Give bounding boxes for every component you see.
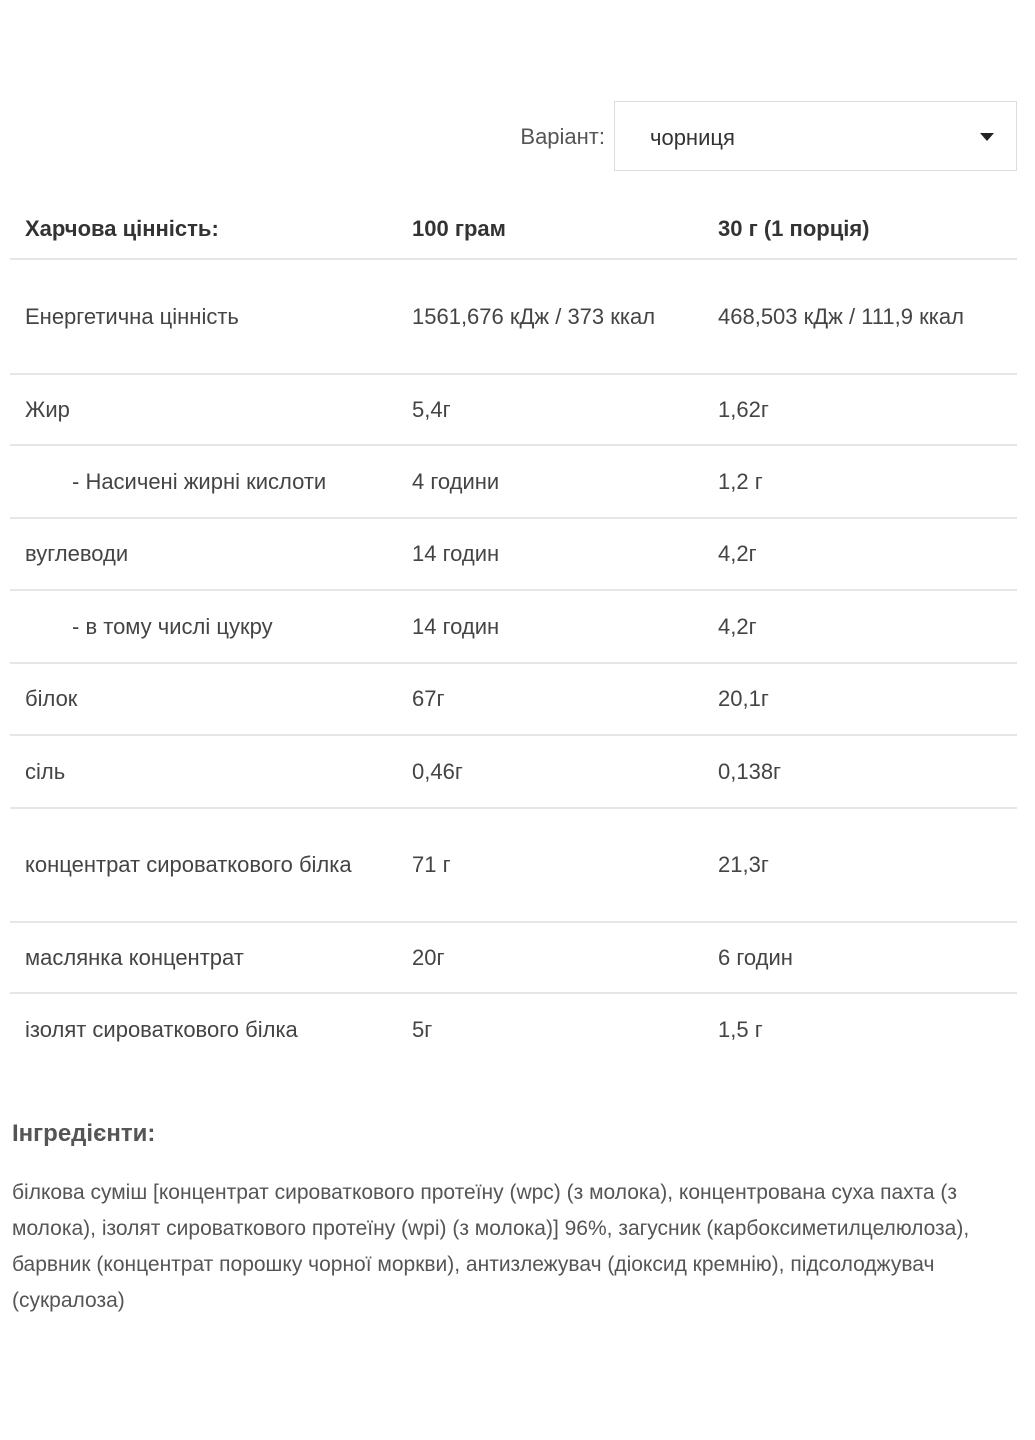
value-per-serving: 1,62г — [718, 396, 769, 422]
value-per-100g: 14 годин — [412, 541, 500, 566]
value-per-serving: 1,5 г — [718, 1017, 763, 1042]
value-per-100g: 5,4г — [412, 396, 451, 422]
table-row — [10, 375, 1017, 446]
value-per-serving: 6 годин — [718, 944, 793, 970]
table-row — [10, 664, 1017, 736]
nutrient-name: Енергетична цінність — [25, 303, 239, 329]
ingredients-title: Інгредієнти: — [12, 1120, 156, 1147]
table-row — [10, 260, 1017, 375]
variant-selected-value: чорниця — [650, 125, 735, 150]
value-per-100g: 71 г — [412, 852, 451, 877]
value-per-100g: 67г — [412, 686, 445, 711]
value-per-serving: 468,503 кДж / 111,9 ккал — [718, 303, 964, 329]
variant-select[interactable] — [614, 101, 1017, 171]
value-per-serving: 20,1г — [718, 686, 769, 711]
header-per-100g: 100 грам — [412, 216, 506, 241]
table-row — [10, 591, 1017, 664]
table-row — [10, 519, 1017, 591]
table-row — [10, 446, 1017, 519]
value-per-serving: 4,2г — [718, 541, 757, 566]
nutrient-name: сіль — [25, 758, 66, 784]
table-row — [10, 809, 1017, 923]
value-per-serving: 21,3г — [718, 852, 769, 877]
header-per-serving: 30 г (1 порція) — [718, 216, 870, 241]
table-row — [10, 736, 1017, 809]
value-per-100g: 0,46г — [412, 758, 463, 784]
nutrient-name: Жир — [25, 396, 70, 422]
value-per-serving: 1,2 г — [718, 468, 763, 494]
nutrient-name: - Насичені жирні кислоти — [72, 468, 327, 494]
table-row — [10, 994, 1017, 1066]
nutrition-table — [10, 200, 1017, 1066]
nutrition-table-body — [10, 260, 1017, 1066]
nutrition-table-header — [10, 200, 1017, 260]
value-per-100g: 20г — [412, 944, 445, 970]
nutrient-name: маслянка концентрат — [25, 944, 244, 970]
nutrient-name: вуглеводи — [25, 541, 129, 566]
table-row — [10, 923, 1017, 994]
value-per-100g: 4 години — [412, 468, 500, 494]
variant-row — [0, 101, 1035, 171]
nutrient-name: - в тому числі цукру — [72, 613, 273, 639]
header-nutrient: Харчова цінність: — [25, 216, 219, 241]
value-per-100g: 5г — [412, 1017, 433, 1042]
value-per-100g: 14 годин — [412, 613, 500, 639]
value-per-100g: 1561,676 кДж / 373 ккал — [412, 303, 656, 329]
nutrient-name: ізолят сироваткового білка — [25, 1017, 298, 1042]
ingredients-text: білкова суміш [концентрат сироваткового протеїну (wpc) (з молока), концентрована суха пахта (з молока), ізолят сироваткового протеїну (wpi) (з молока)] 96%, загусник (карбоксиметилцелюлоза), барвник (концентрат порошку чорної моркви), антизлежувач (діоксид кремнію), підсолоджувач (сукралоза) — [12, 1181, 970, 1312]
value-per-serving: 0,138г — [718, 758, 782, 784]
nutrient-name: концентрат сироваткового білка — [25, 852, 352, 877]
caret-down-icon — [980, 133, 994, 141]
value-per-serving: 4,2г — [718, 613, 757, 639]
variant-label: Варіант: — [520, 124, 605, 149]
nutrient-name: білок — [25, 686, 78, 711]
